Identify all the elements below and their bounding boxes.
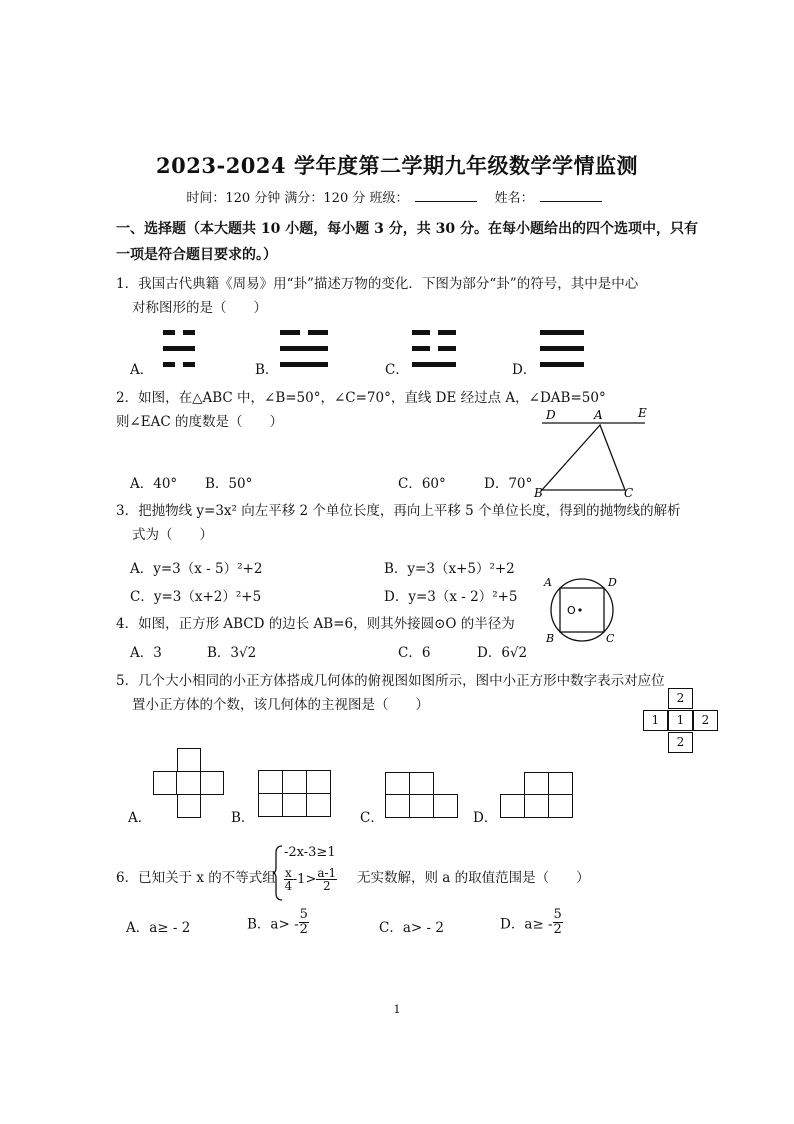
grid-cell-left: 1 — [643, 710, 668, 731]
time-label: 时间：120 分钟 — [186, 191, 281, 206]
label-d: D — [546, 408, 556, 422]
q4-circle-square-figure — [542, 574, 624, 646]
q2-option-c[interactable]: C．60° — [398, 476, 446, 492]
label-a: A — [594, 408, 603, 422]
grid-cell-top: 2 — [668, 688, 693, 709]
label-e: E — [638, 406, 647, 420]
q2-line2: 则∠EAC 的度数是（ ） — [116, 414, 284, 430]
q2-option-b[interactable]: B．50° — [205, 476, 253, 492]
q1-figure-a — [155, 322, 205, 372]
q1-line2: 对称图形的是（ ） — [132, 300, 267, 316]
center-point — [578, 608, 581, 611]
q5-figure-c — [385, 772, 459, 818]
grid-cell-bottom: 2 — [668, 732, 693, 753]
score-label: 满分：120 分 — [284, 191, 366, 206]
triangle-abc — [542, 425, 625, 490]
q6-option-b[interactable]: B．a> - $\frac{5}{2}$ — [247, 907, 308, 937]
q5-figure-a — [153, 748, 225, 818]
exam-title: 2023-2024 学年度第二学期九年级数学学情监测 — [156, 153, 638, 178]
section-heading-line2: 一项是符合题目要求的。） — [116, 247, 277, 263]
q3-line2: 式为（ ） — [132, 527, 213, 543]
q6-ineq2: $\frac{x}{4}$ -1> $\frac{a-1}{2}$ — [284, 866, 337, 893]
section-heading-line1: 一、选择题（本大题共 10 小题，每小题 3 分，共 30 分。在每小题给出的四个选项中，只有 — [116, 221, 698, 237]
question-1 — [116, 272, 726, 320]
question-3 — [116, 499, 726, 547]
q1-figure-d — [540, 322, 590, 372]
q6-option-c[interactable]: C．a> - 2 — [379, 920, 444, 936]
q5-option-a[interactable]: A． — [128, 810, 152, 826]
q3-line1: 3．把抛物线 y=3x² 向左平移 2 个单位长度，再向上平移 5 个单位长度，得到的抛物线的解析 — [116, 503, 681, 519]
grid-cell-right: 2 — [693, 710, 718, 731]
q3-option-c[interactable]: C．y=3（x+2）²+5 — [130, 589, 262, 605]
q2-line1: 2．如图，在△ABC 中，∠B=50°，∠C=70°，直线 DE 经过点 A，∠DAB=50° — [116, 390, 606, 406]
q4-option-d[interactable]: D．6√2 — [477, 645, 528, 661]
name-blank[interactable] — [540, 189, 602, 202]
name-label: 姓名： — [494, 191, 534, 206]
q3-option-d[interactable]: D．y=3（x - 2）²+5 — [384, 589, 518, 605]
q2-option-a[interactable]: A．40° — [130, 476, 178, 492]
q6-prefix: 6．已知关于 x 的不等式组 — [116, 870, 276, 886]
label-o: O — [567, 604, 576, 617]
q5-option-d[interactable]: D． — [473, 810, 498, 826]
q2-triangle-figure — [530, 405, 660, 500]
q3-option-a[interactable]: A．y=3（x - 5）²+2 — [130, 561, 263, 577]
q1-line1: 1．我国古代典籍《周易》用“卦”描述万物的变化．下图为部分“卦”的符号，其中是中心 — [116, 276, 639, 292]
label-c: C — [624, 486, 634, 500]
q3-option-b[interactable]: B．y=3（x+5）²+2 — [384, 561, 515, 577]
q2-option-d[interactable]: D．70° — [484, 476, 533, 492]
q5-figure-b — [258, 770, 332, 818]
q4-option-c[interactable]: C．6 — [398, 645, 431, 661]
class-label: 班级： — [369, 191, 409, 206]
q5-option-b[interactable]: B． — [231, 810, 255, 826]
q1-option-d[interactable]: D． — [512, 362, 537, 378]
q5-option-c[interactable]: C． — [360, 810, 384, 826]
label-a: A — [544, 576, 552, 589]
section-heading — [116, 216, 726, 268]
class-blank[interactable] — [415, 189, 477, 202]
q6-suffix: 无实数解，则 a 的取值范围是（ ） — [357, 870, 590, 886]
q5-figure-d — [500, 772, 574, 818]
q5-line1: 5．几个大小相同的小正方体搭成几何体的俯视图如图所示，图中小正方形中数字表示对应位 — [116, 673, 665, 689]
exam-info — [0, 187, 794, 206]
label-c: C — [606, 632, 615, 645]
q1-figure-b — [280, 322, 330, 372]
q4-option-a[interactable]: A．3 — [130, 645, 162, 661]
q6-brace — [273, 845, 283, 901]
question-5 — [116, 669, 726, 717]
label-b: B — [534, 486, 543, 500]
grid-cell-center: 1 — [668, 710, 693, 731]
page-number: 1 — [393, 1003, 401, 1016]
q5-top-view-grid — [643, 688, 721, 754]
question-4: 4．如图，正方形 ABCD 的边长 AB=6，则其外接圆⊙O 的半径为 — [116, 616, 515, 632]
q6-option-d[interactable]: D．a≥ - $\frac{5}{2}$ — [500, 907, 562, 937]
q1-option-c[interactable]: C． — [385, 362, 409, 378]
q6-inequality-system — [273, 843, 353, 903]
q1-figure-c — [412, 322, 462, 372]
q1-option-b[interactable]: B． — [255, 362, 279, 378]
q6-ineq1: -2x-3≥1 — [284, 845, 336, 860]
q1-option-a[interactable]: A． — [130, 362, 154, 378]
label-d: D — [608, 576, 617, 589]
q5-line2: 置小正方体的个数，该几何体的主视图是（ ） — [132, 697, 429, 713]
q6-option-a[interactable]: A．a≥ - 2 — [126, 920, 191, 936]
label-b: B — [546, 632, 555, 645]
q4-option-b[interactable]: B．3√2 — [207, 645, 257, 661]
